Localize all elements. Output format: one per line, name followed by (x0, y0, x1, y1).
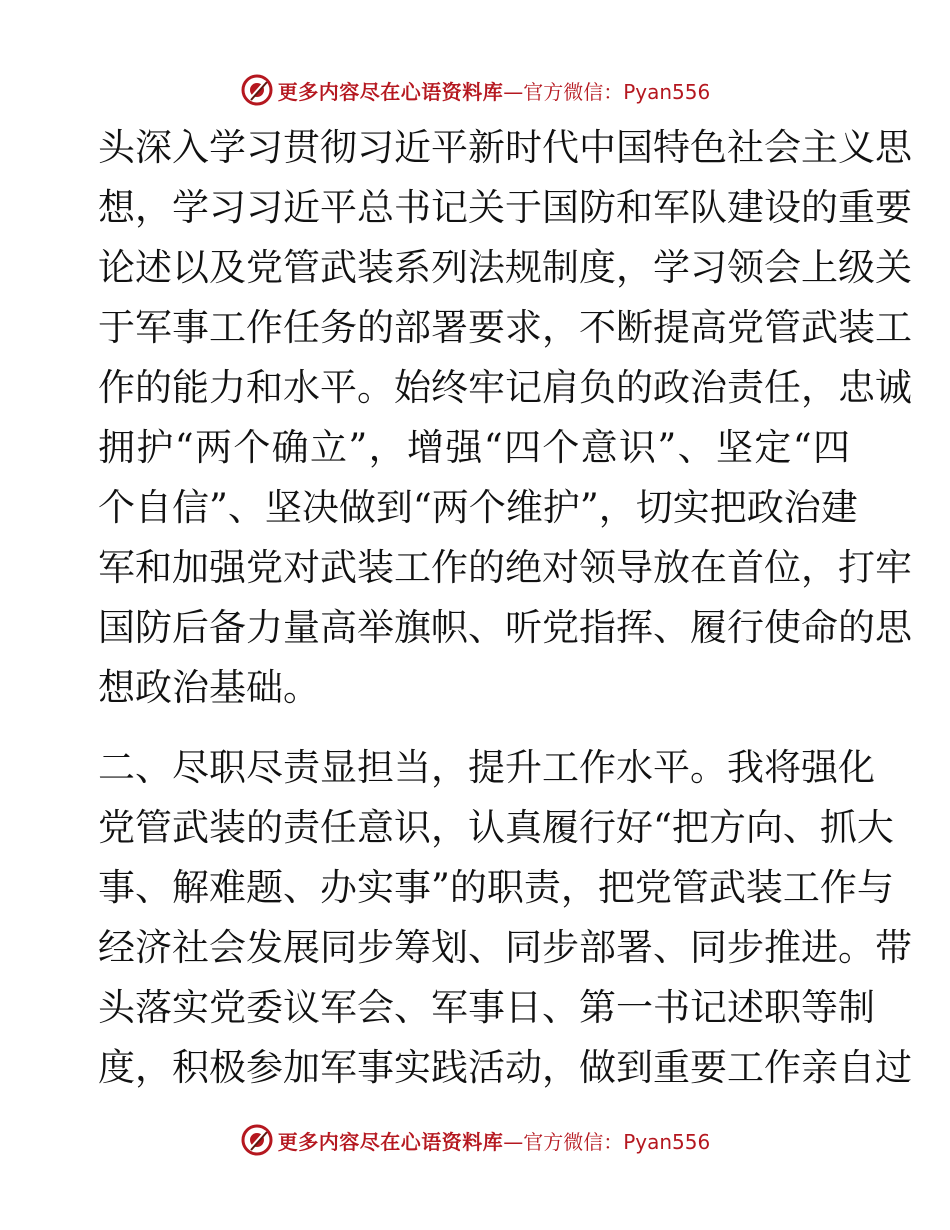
text-line: 度，积极参加军事实践活动，做到重要工作亲自过 (98, 1046, 912, 1089)
banner-contact: —官方微信：Pyan556 (503, 79, 711, 104)
paragraph-1 (98, 118, 912, 718)
text-line: 作的能力和水平。始终牢记肩负的政治责任，忠诚 (98, 366, 912, 409)
text-line: 想，学习习近平总书记关于国防和军队建设的重要 (98, 186, 912, 229)
text-line: 头落实党委议军会、军事日、第一书记述职等制 (98, 986, 875, 1029)
text-line: 经济社会发展同步筹划、同步部署、同步推进。带 (98, 926, 912, 969)
banner-contact: —官方微信：Pyan556 (503, 1129, 711, 1154)
header-banner (0, 70, 950, 110)
brand-logo-icon (240, 73, 274, 107)
text-line: 军和加强党对武装工作的绝对领导放在首位，打牢 (98, 546, 912, 589)
footer-banner (0, 1120, 950, 1160)
text-line: 党管武装的责任意识，认真履行好“把方向、抓大 (98, 806, 894, 849)
brand-logo-icon (240, 1123, 274, 1157)
banner-title: 更多内容尽在心语资料库 (277, 79, 504, 104)
banner-title: 更多内容尽在心语资料库 (277, 1129, 504, 1154)
text-line: 国防后备力量高举旗帜、听党指挥、履行使命的思 (98, 606, 912, 649)
text-line: 个自信”、坚决做到“两个维护”，切实把政治建 (98, 486, 858, 529)
paragraph-2 (98, 738, 912, 1098)
text-line: 二、尽职尽责显担当，提升工作水平。我将强化 (98, 746, 875, 789)
document-body (98, 118, 912, 1098)
text-line: 论述以及党管武装系列法规制度，学习领会上级关 (98, 246, 912, 289)
text-line: 头深入学习贯彻习近平新时代中国特色社会主义思 (98, 126, 912, 169)
text-line: 事、解难题、办实事”的职责，把党管武装工作与 (98, 866, 894, 909)
text-line: 拥护“两个确立”，增强“四个意识”、坚定“四 (98, 426, 850, 469)
text-line: 想政治基础。 (98, 666, 320, 709)
text-line: 于军事工作任务的部署要求，不断提高党管武装工 (98, 306, 912, 349)
